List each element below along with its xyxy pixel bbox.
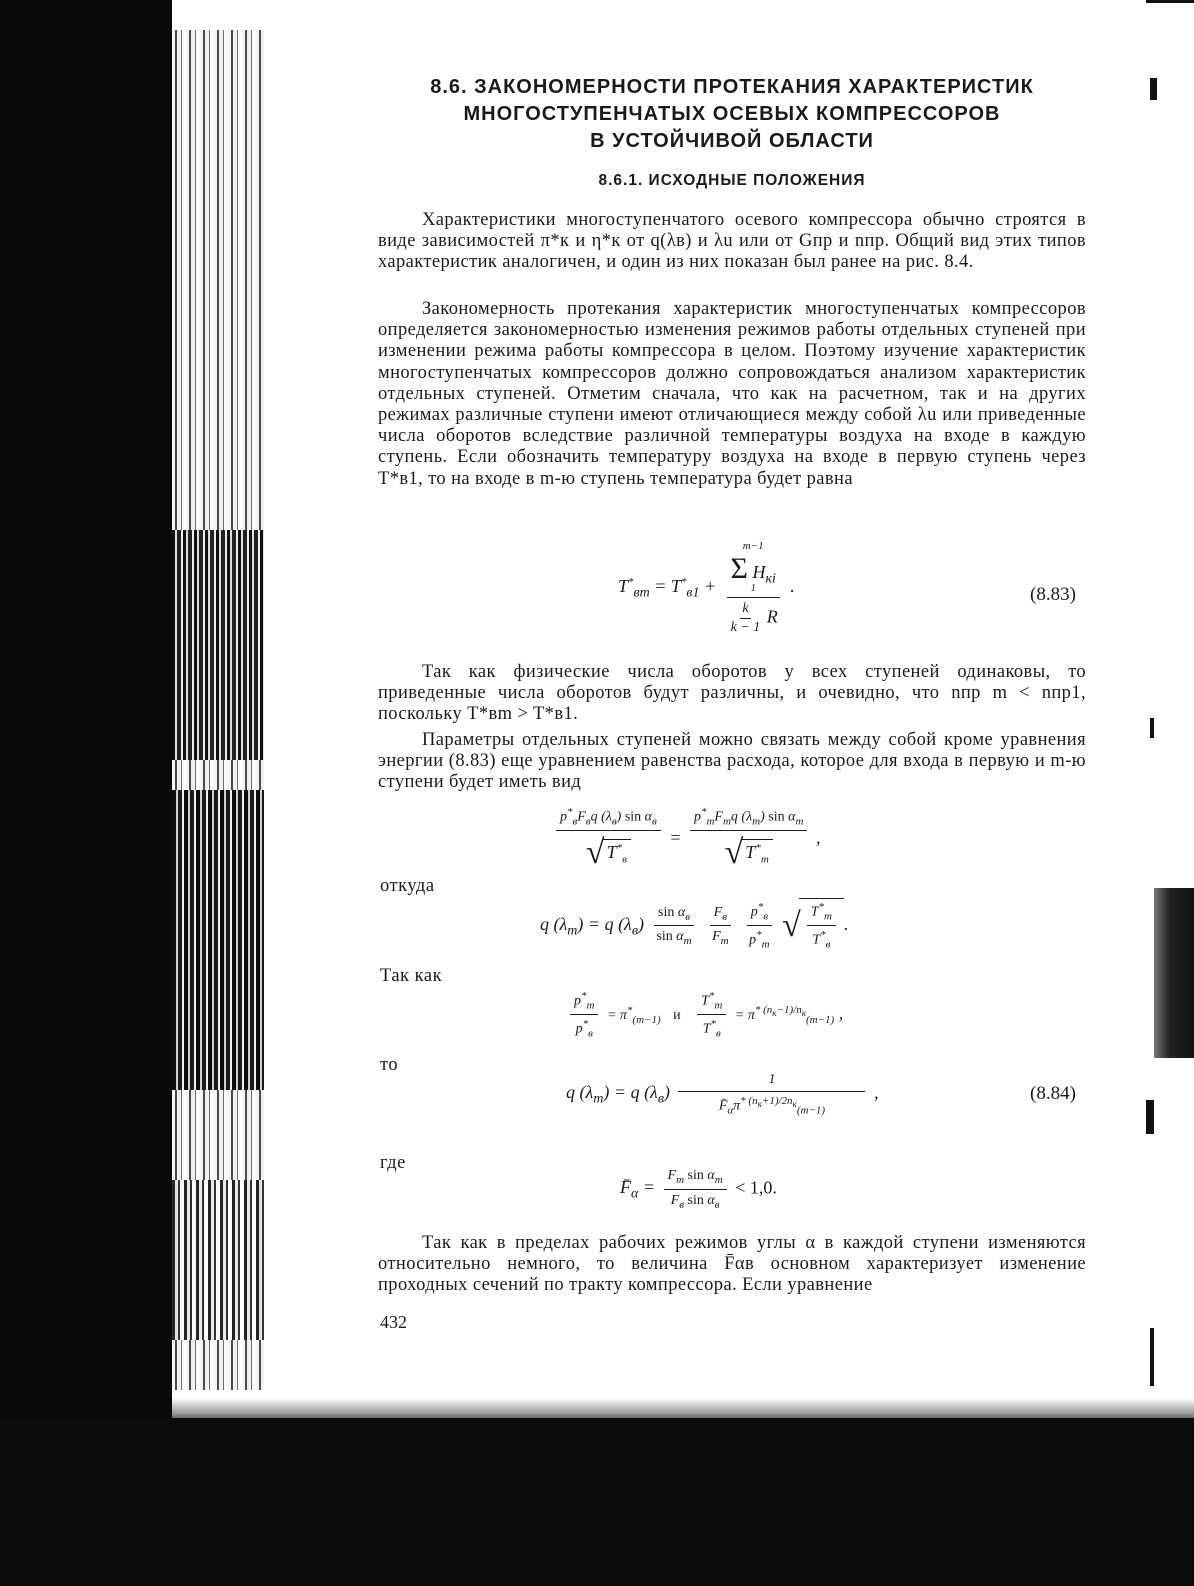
scan-page-edge-strip — [172, 1180, 264, 1340]
section-heading-line: 8.6. ЗАКОНОМЕРНОСТИ ПРОТЕКАНИЯ ХАРАКТЕРИСТИК — [430, 76, 1034, 98]
equation-q-lambda-m: q $(\lambda_m) = q$ $(\lambda_в)$ $\frac{\sin \alpha_в}{\sin \alpha_m}$ $\frac{F_в}{F_m}$ $\frac{p^*_в}{p^*_m}$ √ $\frac{T^*_m}{T^*_в}$ . — [540, 898, 848, 951]
scan-mark — [1150, 78, 1157, 100]
scan-dark-margin-left — [0, 0, 172, 1586]
scan-page-edge-strip — [172, 530, 264, 760]
scan-mark — [1150, 718, 1154, 738]
section-heading — [372, 74, 1092, 155]
scan-mark — [1146, 0, 1194, 3]
equation-number: (8.84) — [1030, 1083, 1076, 1104]
equation-flow-balance: $\frac{p^*_вF_вq (\lambda_в) \sin \alpha_в}{√ T^*_в}$ = $\frac{p^*_mF_mq (\lambda_m) \sin \alpha_m}{√ T^*_m}$ , — [552, 806, 820, 872]
paragraph: Характеристики многоступенчатого осевого компрессора обычно строятся в виде зависимостей π*к и η*к от q(λв) и λu или от Gпр и nпр. Общий вид этих типов характеристик аналогичен, и один из них показан был ранее на рис. 8.4. — [378, 210, 1086, 273]
word-gde: где — [380, 1153, 406, 1173]
equation-ratios: $\frac{p^*_m}{p^*_в}$ = $\pi^*_{(m-1)}$ и $\frac{T^*_m}{T^*_в}$ = $\pi^{* (n_к-1)/n_к}_{(m-1)}$ , — [566, 990, 843, 1040]
section-heading-line: В УСТОЙЧИВОЙ ОБЛАСТИ — [590, 130, 874, 152]
scan-right-blot — [1154, 888, 1194, 1058]
paragraph: Закономерность протекания характеристик многоступенчатых компрессоров определяется закономерностью изменения режимов работы отдельных ступеней при изменении режима работы компрессора в целом. Поэтому изучение характеристик многоступенчатых компрессоров должно сопровождаться анализом характеристик отдельных ступеней. Отметим сначала, что как на расчетном, так и на других режимах различные ступени имеют отличающиеся между собой λu или приведенные числа оборотов вследствие различной температуры воздуха на входе в каждую ступень. Если обозначить температуру воздуха на входе в первую ступень через T*в1, то на входе в m-ю ступень температура будет равна — [378, 299, 1086, 489]
word-otkuda: откуда — [380, 876, 435, 896]
page-number: 432 — [380, 1312, 407, 1332]
scan-mark — [1146, 1100, 1154, 1134]
scan-dark-margin-bottom — [0, 1418, 1194, 1586]
scan-mark — [1150, 1328, 1154, 1386]
equation-number: (8.83) — [1030, 584, 1076, 605]
paragraph: Так как в пределах рабочих режимов углы α в каждой ступени изменяются относительно немного, то величина F̄αв основном характеризует изменение проходных сечений по тракту компрессора. Если уравнение — [378, 1233, 1086, 1296]
paragraph: Так как физические числа оборотов у всех ступеней одинаковы, то приведенные числа оборотов будут различны, и очевидно, что nпр m < nпр1, поскольку T*вm > T*в1. — [378, 662, 1086, 725]
paragraph: Параметры отдельных ступеней можно связать между собой кроме уравнения энергии (8.83) еще уравнением равенства расхода, которое для входа в первую и m-ю ступени будет иметь вид — [378, 730, 1086, 793]
equation-8-84: q $(\lambda_m) = q$ $(\lambda_в)$ $\frac{1}{F̄_\alpha\pi^{* (n_к+1)/2n_к}_{(m-1)}}$ , — [566, 1072, 879, 1117]
word-tak-kak: Так как — [380, 966, 443, 986]
equation-f-alpha: $F̄_\alpha$ = $\frac{F_m \sin \alpha_m}{F_в \sin \alpha_в}$ < 1,0. — [620, 1168, 777, 1211]
scan-page-edge-strip — [172, 790, 264, 1090]
subsection-heading: 8.6.1. ИСХОДНЫЕ ПОЛОЖЕНИЯ — [598, 172, 866, 189]
word-to: то — [380, 1055, 399, 1075]
equation-8-83: $T^*_{вm} = T^*_{в1}$ + m−1 Σ $H_{кi}$ 1 $\frac{k}{k - 1}$ R . — [618, 540, 795, 635]
section-heading-line: МНОГОСТУПЕНЧАТЫХ ОСЕВЫХ КОМПРЕССОРОВ — [463, 103, 1001, 125]
